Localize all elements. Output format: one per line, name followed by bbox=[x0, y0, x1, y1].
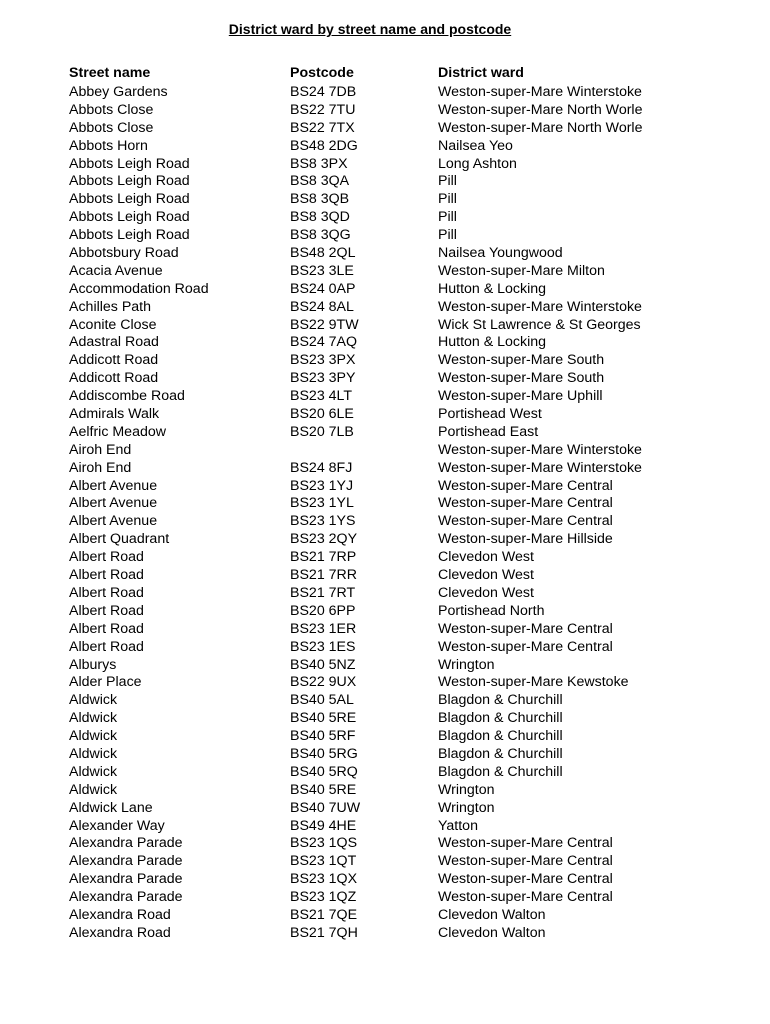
district-ward-cell: Portishead North bbox=[438, 602, 545, 619]
street-name-cell: Aldwick bbox=[69, 781, 118, 798]
postcode-cell: BS24 7DB bbox=[290, 84, 357, 100]
district-ward-cell: Clevedon Walton bbox=[438, 906, 546, 923]
district-ward-cell: Weston-super-Mare Central bbox=[438, 889, 613, 906]
district-ward-cell: Weston-super-Mare North Worle bbox=[438, 101, 643, 118]
postcode-cell: BS23 4LT bbox=[290, 388, 353, 405]
street-name-cell: Abbots Leigh Road bbox=[69, 227, 190, 244]
street-name-cell: Addicott Road bbox=[69, 352, 159, 369]
street-name-cell: Admirals Walk bbox=[69, 406, 160, 423]
street-name-cell: Alder Place bbox=[69, 674, 142, 691]
street-name-header: Street name bbox=[69, 65, 151, 81]
district-ward-cell: Weston-super-Mare Central bbox=[438, 495, 613, 512]
street-name-cell: Abbots Leigh Road bbox=[69, 155, 190, 172]
district-ward-cell: Weston-super-Mare Kewstoke bbox=[438, 674, 629, 691]
district-ward-header: District ward bbox=[438, 65, 524, 81]
postcode-cell: BS40 5RG bbox=[290, 745, 358, 762]
postcode-cell: BS21 7QH bbox=[290, 924, 358, 941]
district-ward-cell: Weston-super-Mare Winterstoke bbox=[438, 459, 642, 476]
street-name-cell: Addiscombe Road bbox=[69, 388, 185, 405]
postcode-cell: BS23 1QX bbox=[290, 871, 358, 888]
street-name-cell: Aelfric Meadow bbox=[69, 423, 166, 440]
district-ward-cell: Weston-super-Mare Central bbox=[438, 477, 613, 494]
district-ward-cell: Blagdon & Churchill bbox=[438, 745, 563, 762]
district-ward-cell: Blagdon & Churchill bbox=[438, 692, 563, 709]
street-name-cell: Aldwick bbox=[69, 728, 118, 745]
street-name-cell: Albert Avenue bbox=[69, 477, 158, 494]
district-ward-cell: Weston-super-Mare Central bbox=[438, 853, 613, 870]
district-ward-cell: Weston-super-Mare Central bbox=[438, 620, 613, 637]
street-name-cell: Aldwick bbox=[69, 692, 118, 709]
street-name-cell: Albert Road bbox=[69, 567, 144, 584]
district-ward-cell: Pill bbox=[438, 173, 457, 190]
postcode-cell: BS22 7TU bbox=[290, 101, 356, 118]
district-ward-cell: Blagdon & Churchill bbox=[438, 728, 563, 745]
postcode-cell: BS23 1YJ bbox=[290, 477, 354, 494]
district-ward-cell: Portishead West bbox=[438, 406, 542, 423]
district-ward-cell: Clevedon West bbox=[438, 584, 534, 601]
district-ward-cell: Yatton bbox=[438, 817, 478, 834]
postcode-header: Postcode bbox=[290, 65, 354, 81]
postcode-cell: BS23 1YL bbox=[290, 495, 354, 512]
street-name-cell: Abbey Gardens bbox=[69, 84, 168, 100]
postcode-cell: BS8 3QG bbox=[290, 227, 351, 244]
street-name-cell: Alburys bbox=[69, 656, 117, 673]
postcode-cell: BS20 6LE bbox=[290, 406, 354, 423]
district-ward-cell: Pill bbox=[438, 191, 457, 208]
postcode-cell: BS23 3PX bbox=[290, 352, 356, 369]
district-ward-cell: Weston-super-Mare Milton bbox=[438, 262, 605, 279]
postcode-cell: BS8 3PX bbox=[290, 155, 348, 172]
street-name-cell: Abbots Horn bbox=[69, 137, 148, 154]
district-ward-cell: Weston-super-Mare Central bbox=[438, 835, 613, 852]
district-ward-cell: Clevedon West bbox=[438, 567, 534, 584]
postcode-cell: BS24 0AP bbox=[290, 280, 356, 297]
street-name-cell: Abbots Leigh Road bbox=[69, 209, 190, 226]
district-ward-cell: Blagdon & Churchill bbox=[438, 710, 563, 727]
street-name-cell: Albert Road bbox=[69, 602, 144, 619]
postcode-cell: BS23 2QY bbox=[290, 531, 358, 548]
district-ward-cell: Weston-super-Mare Winterstoke bbox=[438, 298, 642, 315]
district-ward-cell: Wick St Lawrence & St Georges bbox=[438, 316, 641, 333]
postcode-cell: BS24 7AQ bbox=[290, 334, 358, 351]
postcode-cell: BS23 1ER bbox=[290, 620, 357, 637]
street-name-cell: Addicott Road bbox=[69, 370, 159, 387]
district-ward-cell: Hutton & Locking bbox=[438, 334, 547, 351]
district-ward-cell: Weston-super-Mare North Worle bbox=[438, 119, 643, 136]
district-ward-cell: Long Ashton bbox=[438, 155, 517, 172]
street-name-cell: Albert Avenue bbox=[69, 495, 158, 512]
street-name-cell: Abbots Leigh Road bbox=[69, 173, 190, 190]
postcode-cell: BS48 2QL bbox=[290, 245, 356, 262]
postcode-cell: BS22 9UX bbox=[290, 674, 357, 691]
postcode-cell: BS40 5NZ bbox=[290, 656, 356, 673]
postcode-cell: BS24 8FJ bbox=[290, 459, 353, 476]
postcode-cell: BS20 7LB bbox=[290, 423, 354, 440]
district-ward-cell: Hutton & Locking bbox=[438, 280, 547, 297]
postcode-cell: BS23 1QZ bbox=[290, 889, 357, 906]
street-name-cell: Airoh End bbox=[69, 441, 132, 458]
street-name-cell: Alexandra Parade bbox=[69, 889, 183, 906]
street-name-cell: Alexandra Road bbox=[69, 924, 171, 941]
district-ward-cell: Pill bbox=[438, 227, 457, 244]
postcode-cell: BS23 1QS bbox=[290, 835, 358, 852]
street-name-cell: Alexander Way bbox=[69, 817, 165, 834]
postcode-cell: BS8 3QD bbox=[290, 209, 350, 226]
postcode-cell: BS23 3LE bbox=[290, 262, 354, 279]
postcode-cell: BS40 5RF bbox=[290, 728, 356, 745]
postcode-cell: BS49 4HE bbox=[290, 817, 357, 834]
district-ward-cell: Weston-super-Mare Winterstoke bbox=[438, 441, 642, 458]
street-name-cell: Alexandra Parade bbox=[69, 871, 183, 888]
postcode-cell: BS21 7RP bbox=[290, 549, 357, 566]
street-name-cell: Aldwick bbox=[69, 763, 118, 780]
street-name-cell: Abbots Close bbox=[69, 119, 154, 136]
district-ward-cell: Weston-super-Mare Hillside bbox=[438, 531, 613, 548]
street-name-cell: Albert Road bbox=[69, 549, 144, 566]
street-name-cell: Adastral Road bbox=[69, 334, 159, 351]
street-name-cell: Aldwick bbox=[69, 745, 118, 762]
postcode-cell: BS23 1YS bbox=[290, 513, 356, 530]
street-name-cell: Alexandra Parade bbox=[69, 853, 183, 870]
postcode-cell: BS40 5RE bbox=[290, 710, 357, 727]
district-ward-cell: Blagdon & Churchill bbox=[438, 763, 563, 780]
postcode-cell: BS22 9TW bbox=[290, 316, 359, 333]
district-ward-cell: Pill bbox=[438, 209, 457, 226]
postcode-cell: BS8 3QA bbox=[290, 173, 350, 190]
district-ward-cell: Weston-super-Mare South bbox=[438, 352, 605, 369]
district-ward-cell: Nailsea Youngwood bbox=[438, 245, 563, 262]
district-ward-cell: Weston-super-Mare Central bbox=[438, 871, 613, 888]
street-name-cell: Abbots Close bbox=[69, 101, 154, 118]
district-ward-cell: Wrington bbox=[438, 799, 495, 816]
street-name-cell: Aldwick Lane bbox=[69, 799, 153, 816]
district-ward-cell: Weston-super-Mare Winterstoke bbox=[438, 84, 642, 100]
postcode-cell: BS8 3QB bbox=[290, 191, 350, 208]
street-name-cell: Alexandra Parade bbox=[69, 835, 183, 852]
postcode-cell: BS23 1ES bbox=[290, 638, 356, 655]
street-name-cell: Abbots Leigh Road bbox=[69, 191, 190, 208]
postcode-cell: BS23 3PY bbox=[290, 370, 356, 387]
district-ward-cell: Clevedon Walton bbox=[438, 924, 546, 941]
postcode-cell: BS40 5RE bbox=[290, 781, 357, 798]
street-name-cell: Accommodation Road bbox=[69, 280, 209, 297]
district-ward-cell: Portishead East bbox=[438, 423, 539, 440]
district-ward-cell: Weston-super-Mare South bbox=[438, 370, 605, 387]
district-ward-cell: Weston-super-Mare Central bbox=[438, 638, 613, 655]
postcode-cell: BS20 6PP bbox=[290, 602, 356, 619]
street-name-cell: Alexandra Road bbox=[69, 906, 171, 923]
postcode-cell: BS21 7RT bbox=[290, 584, 356, 601]
street-name-cell: Albert Road bbox=[69, 584, 144, 601]
street-name-cell: Acacia Avenue bbox=[69, 262, 163, 279]
postcode-cell: BS21 7RR bbox=[290, 567, 358, 584]
postcode-cell: BS22 7TX bbox=[290, 119, 355, 136]
district-ward-cell: Nailsea Yeo bbox=[438, 137, 513, 154]
street-name-cell: Airoh End bbox=[69, 459, 132, 476]
street-name-cell: Achilles Path bbox=[69, 298, 152, 315]
postcode-cell: BS40 7UW bbox=[290, 799, 361, 816]
street-name-cell: Aldwick bbox=[69, 710, 118, 727]
district-ward-cell: Clevedon West bbox=[438, 549, 534, 566]
district-ward-cell: Wrington bbox=[438, 656, 495, 673]
street-name-cell: Albert Quadrant bbox=[69, 531, 170, 548]
street-name-cell: Abbotsbury Road bbox=[69, 245, 179, 262]
document-title: District ward by street name and postcode bbox=[228, 21, 512, 37]
postcode-cell: BS48 2DG bbox=[290, 137, 358, 154]
postcode-cell: BS21 7QE bbox=[290, 906, 358, 923]
street-name-cell: Aconite Close bbox=[69, 316, 157, 333]
postcode-cell: BS40 5AL bbox=[290, 692, 354, 709]
district-ward-cell: Weston-super-Mare Central bbox=[438, 513, 613, 530]
district-ward-cell: Wrington bbox=[438, 781, 495, 798]
postcode-cell: BS23 1QT bbox=[290, 853, 357, 870]
district-ward-cell: Weston-super-Mare Uphill bbox=[438, 388, 603, 405]
postcode-cell: BS24 8AL bbox=[290, 298, 354, 315]
street-name-cell: Albert Avenue bbox=[69, 513, 158, 530]
street-name-cell: Albert Road bbox=[69, 620, 144, 637]
postcode-cell: BS40 5RQ bbox=[290, 763, 358, 780]
street-name-cell: Albert Road bbox=[69, 638, 144, 655]
